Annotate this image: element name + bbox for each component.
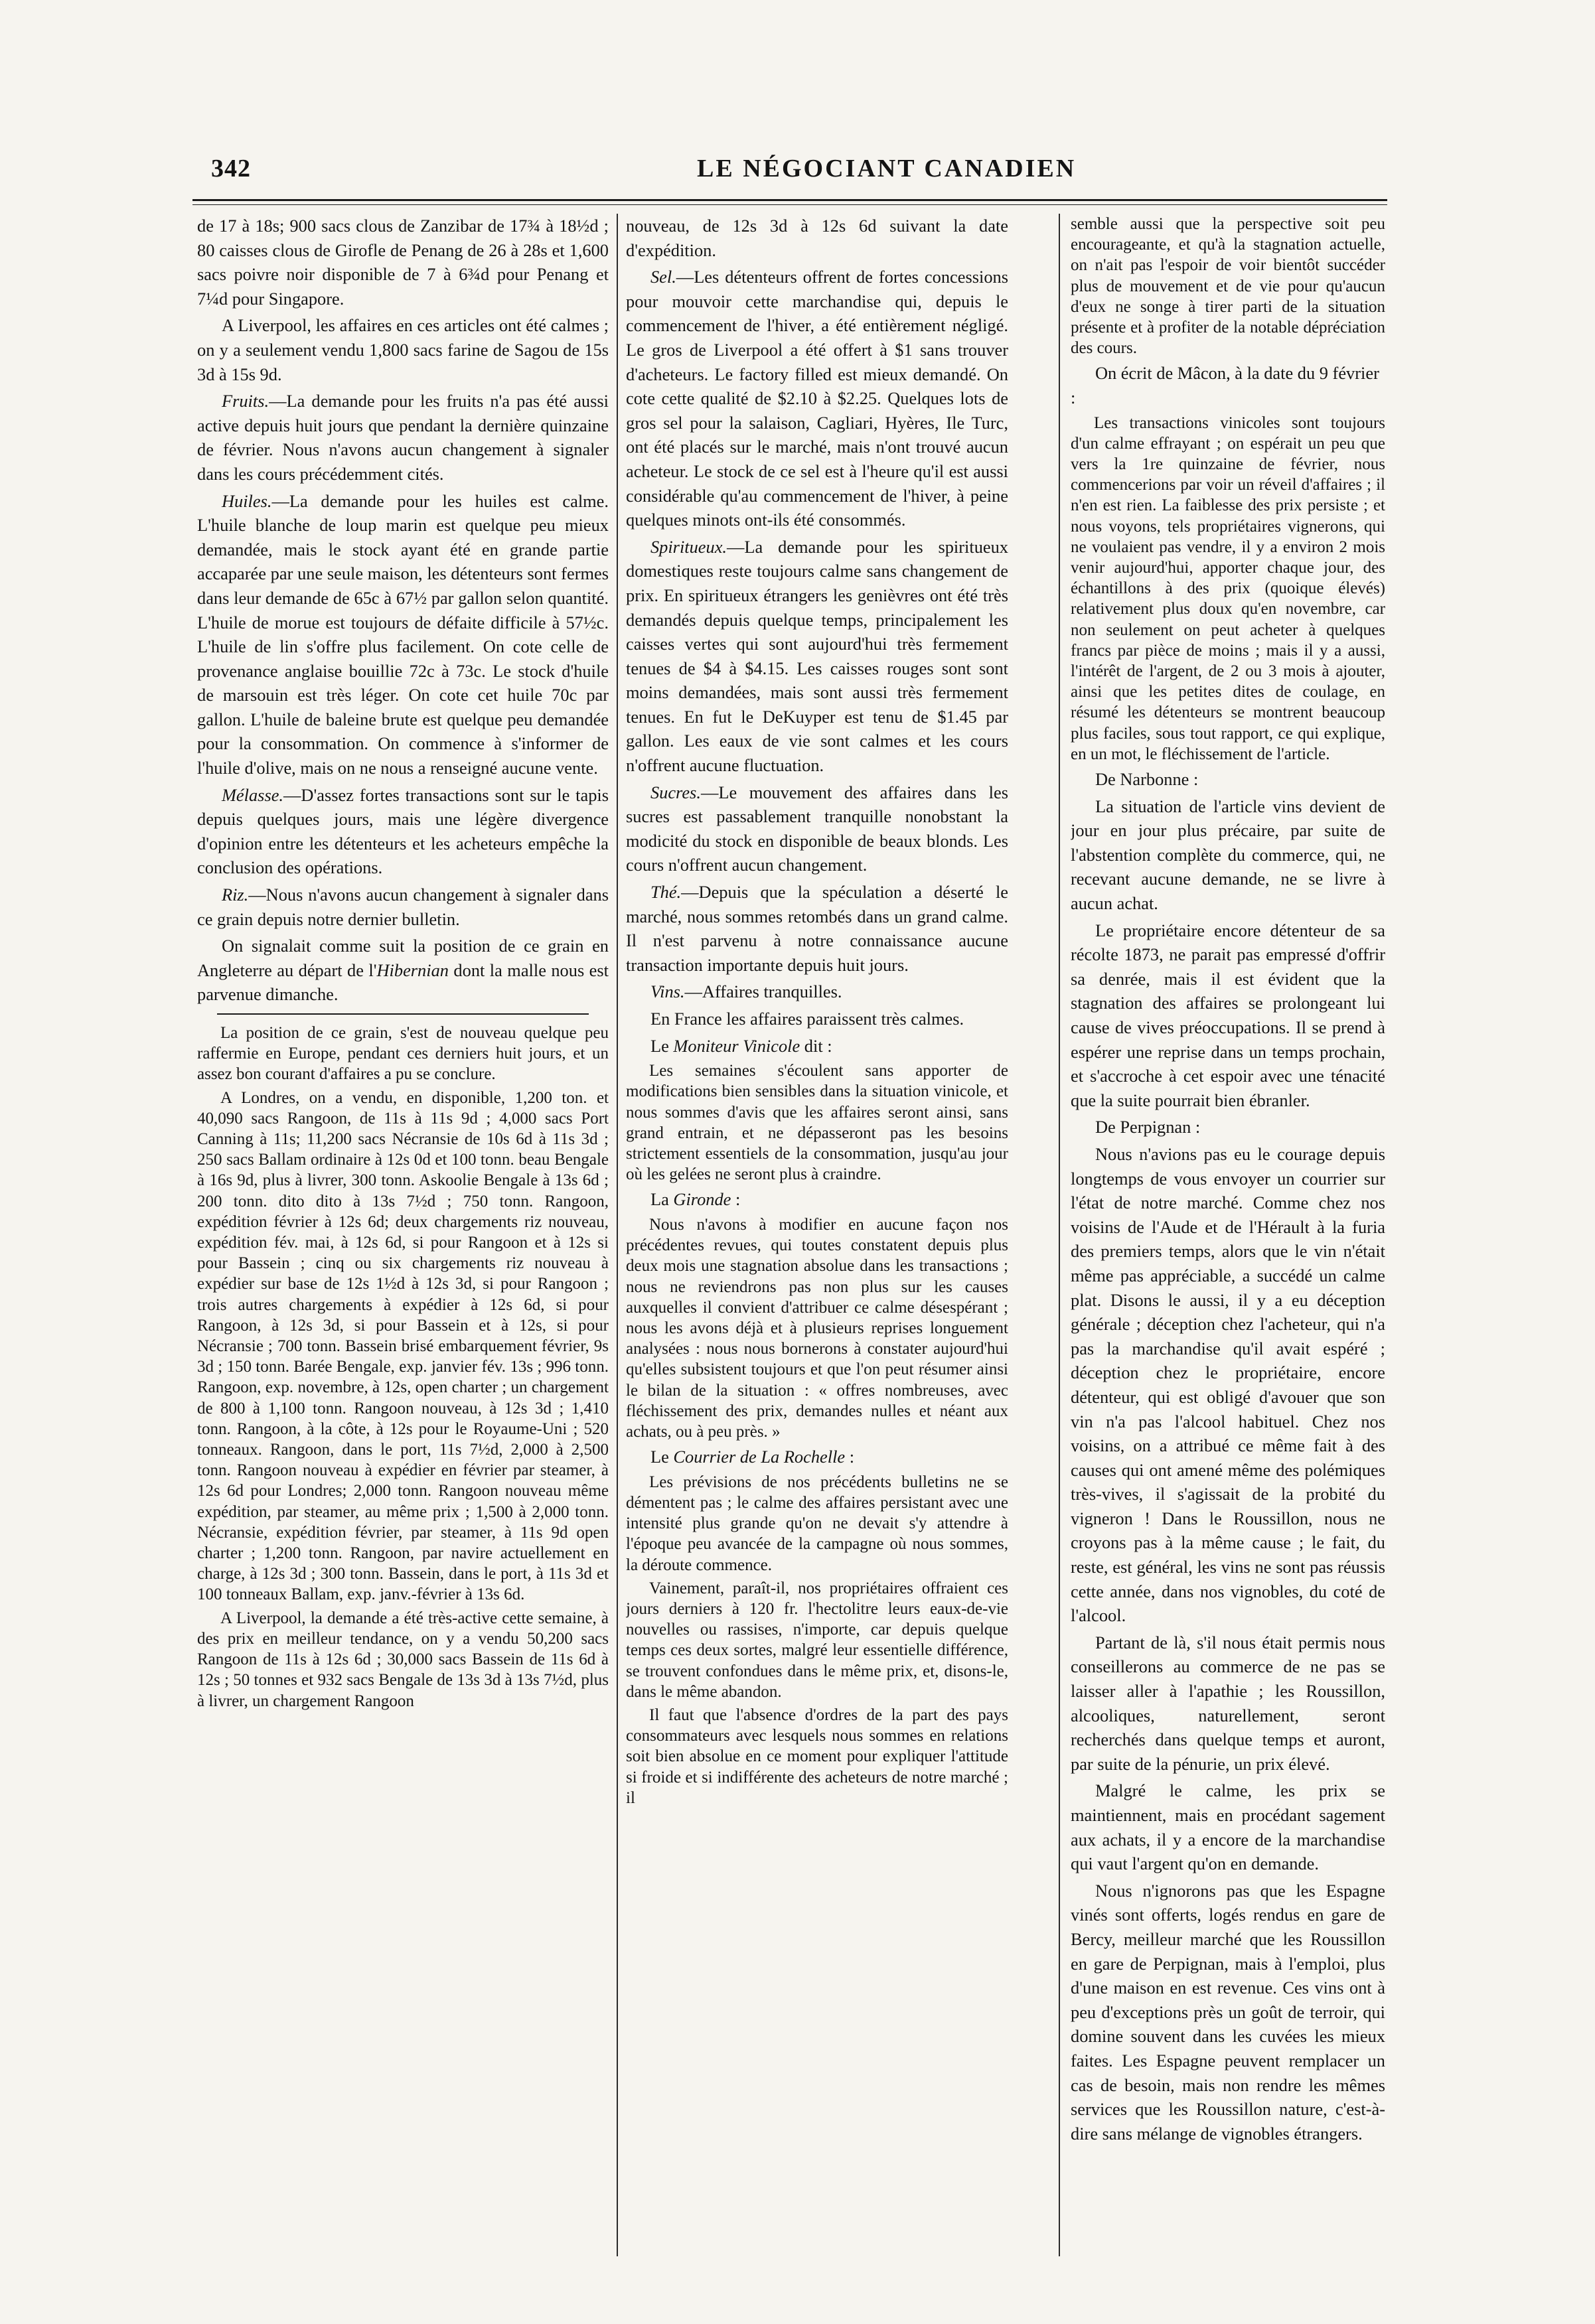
source-courrier	[626, 1445, 1008, 1469]
paragraph-text: —Nous n'avons aucun changement à signaler dans ce grain depuis notre dernier bulletin.	[197, 885, 609, 929]
paragraph-sucres	[626, 780, 1008, 877]
paragraph-macon-quote: Les transactions vinicoles sont toujours d'un calme effrayant ; on espérait un peu que vers la 1re quinzaine de février, nous commencerions par voir un réveil d'affaires ; il n'en est rien. La faiblesse des prix persiste ; et nous voyons, tels propriétaires vignerons, qui ne voulaient pas vendre, il y a environ 2 mois venir aujourd'hui, apporter chaque jour, des échantillons à des prix (quoique élevés) relativement plus doux qu'en novembre, car non seulement on peut acheter à quelques francs par pièce de moins ; mais il y a aussi, l'intérêt de l'argent, de 2 ou 3 mois à ajouter, ainsi que les petites dites de coulage, en résumé les détenteurs se montrent beaucoup plus faciles, sous tout rapport, ce qui explique, en un mot, le fléchissement de l'article.	[1071, 413, 1385, 763]
paragraph-the	[626, 880, 1008, 977]
section-head-huiles: Huiles.	[221, 490, 272, 511]
paragraph-rice-position: La position de ce grain, s'est de nouveau quelque peu raffermie en Europe, pendant ces derniers huit jours, et un assez bon courant d'affaires a pu se conclure.	[197, 1024, 609, 1084]
column-divider	[1059, 214, 1060, 2256]
paragraph-text: La	[650, 1189, 674, 1210]
paragraph-liverpool-sago: A Liverpool, les affaires en ces articles ont été calmes ; on y a seulement vendu 1,800 sacs farine de Sagou de 15s 3d à 15s 9d.	[197, 315, 609, 384]
paragraph-text: —Le mouvement des affaires dans les sucres est passablement tranquille nonobstant la modicité du stock en disponible de beaux blonds. Les cours n'offrent aucun changement.	[626, 782, 1008, 875]
section-head-sel: Sel.	[650, 267, 676, 287]
section-head-riz: Riz.	[221, 885, 249, 905]
paragraph-macon-intro: On écrit de Mâcon, à la date du 9 février :	[1071, 363, 1379, 408]
header-rule	[192, 199, 1387, 201]
column-middle	[626, 214, 1008, 2256]
paragraph-rangoon-cont: nouveau, de 12s 3d à 12s 6d suivant la date d'expédition.	[626, 216, 1008, 260]
paragraph-fruits	[197, 389, 609, 486]
paragraph-courrier-quote: Les prévisions de nos précédents bulletins ne se démentent pas ; le calme des affaires persistant avec une intensité plus grande qu'on ne devait s'y attendre à l'époque peu avancée de la campagne où nous sommes, la déroute commence.	[626, 1473, 1008, 1574]
paragraph-text: —Depuis que la spéculation a déserté le marché, nous sommes retombés dans un grand calme. Il n'est parvenu à notre connaissance aucune transaction importante depuis huit jours.	[626, 882, 1008, 975]
section-head-the: Thé.	[650, 882, 682, 903]
column-left	[197, 214, 609, 2256]
paragraph-text: —D'assez fortes transactions sont sur le tapis depuis quelques jours, mais une légère divergence d'opinion entre les détenteurs et les acheteurs empêche la conclusion des opérations.	[197, 784, 609, 878]
paragraph-huiles	[197, 489, 609, 780]
column-right	[1071, 214, 1385, 2256]
page-number: 342	[211, 155, 251, 182]
paragraph-text: —La demande pour les huiles est calme. L'huile blanche de loup marin est quelque peu mieux demandée, mais le stock ayant été en grande partie accaparée par une seule maison, les détenteurs sont fermes dans leur demande de 65c à 67½ par gallon selon quantité. L'huile de morue est toujours de défaite difficile à 57½c. L'huile de lin s'offre plus facilement. On cote celle de provenance anglaise bouillie 72c à 73c. Le stock d'huile de marsouin est très léger. On cote cet huile 70c par gallon. L'huile de baleine brute est quelque peu demandée pour la consommation. On commence à s'informer de l'huile d'olive, mais on ne nous a renseigné aucune vente.	[197, 490, 609, 778]
paragraph-london-rice: A Londres, on a vendu, en disponible, 1,200 ton. et 40,090 sacs Rangoon, de 11s à 11s 9d ; 4,000 sacs Port Canning à 11s; 11,200 sacs Nécransie de 10s 6d à 11s 3d ; 250 sacs Ballam ordinaire à 12s 0d et 100 tonn. beau Bengale à 16s 9d, plus à livrer, 300 tonn. Askoolie Bengale à 13s 6d ; 200 tonn. dito dito à 13s 7½d ; 750 tonn. Rangoon, expédition février à 12s 6d; deux chargements riz nouveau, expédition fév. mai, à 12s 6d, si pour Rangoon et à 12s si pour Bassein ; cinq ou six chargements riz nouveau à expédier sur base de 12s 1½d à 12s 3d, si pour Rangoon ; trois autres chargements à expédier à 12s 6d, si pour Rangoon, à 12s 3d, si pour Bassein et à 12s, si pour Nécransie ; 700 tonn. Bassein brisé embarquement février, 9s 3d ; 150 tonn. Barée Bengale, exp. janvier fév. 13s ; 996 tonn. Rangoon, exp. novembre, à 12s, open charter ; un chargement de 800 à 1,100 tonn. Rangoon nouveau, à 12s 3d ; 1,410 tonn. Rangoon, à la côte, à 12s pour le Royaume-Uni ; 520 tonneaux. Rangoon, dans le port, 11s 7½d, 2,000 à 2,500 tonn. Rangoon nouveau à expédier en février par steamer, à 12s 6d pour Londres; 2,000 tonn. Rangoon nouveau même expédition, par steamer, au même prix ; 1,500 à 2,000 tonn. Nécransie, expédition février, par steamer, à 11s 9d open charter ; 1,200 tonn. Rangoon, par navire actuellement en charge, à 12s 3d ; 300 tonn. Bassein, dans le port, à 11s 3d et 100 tonneaux Ballam, exp. janv.-février à 13s 6d.	[197, 1088, 609, 1604]
paragraph-perpignan-intro: De Perpignan :	[1095, 1117, 1201, 1137]
paragraph-eaux-de-vie: Vainement, paraît-il, nos propriétaires offraient ces jours derniers à 120 fr. l'hectolitre leurs eaux-de-vie nouvelles ou rassises, n'importe, car depuis quelque temps ces deux sortes, malgré leur essentielle différence, se trouvent confondues dans le même prix, et, disons-le, dans le même abandon.	[626, 1579, 1008, 1701]
section-head-fruits: Fruits.	[221, 391, 269, 411]
paragraph-text: On signalait comme suit la position de ce grain en Angleterre au départ de l'	[197, 936, 609, 980]
source-gironde	[626, 1187, 1008, 1212]
paragraph-espagne: Nous n'ignorons pas que les Espagne vinés sont offerts, logés rendus en gare de Bercy, meilleur marché que les Roussillon en gare de Perpignan, mais à l'emploi, plus d'une maison en est revenue. Ces vins ont à peu d'exceptions près un goût de terroir, qui domine souvent dans les cuvées les mieux faites. Les Espagne peuvent remplacer un cas de besoin, mais non rendre les mêmes services que les Roussillon nature, c'est-à-dire sans mélange de vignobles étrangers.	[1071, 1880, 1385, 2143]
paragraph-text: —Affaires tranquilles.	[684, 981, 842, 1002]
paragraph-perpignan-prix: Malgré le calme, les prix se maintiennent, mais en procédant sagement aux achats, il y a encore de la marchandise qui vaut l'argent qu'on en demande.	[1071, 1780, 1385, 1874]
ship-name: Hibernian	[376, 960, 449, 980]
section-head-melasse: Mélasse.	[221, 784, 284, 805]
paragraph-narbonne-intro: De Narbonne :	[1095, 769, 1199, 790]
paragraph-vins	[626, 980, 1008, 1004]
source-name: Courrier de La Rochelle	[673, 1447, 846, 1467]
paragraph-text: —La demande pour les fruits n'a pas été aussi active depuis huit jours que pendant la dernière quinzaine de février. Nous n'avons aucun changement à signaler dans les cours précédemment cités.	[197, 391, 609, 484]
paragraph-moniteur-quote: Les semaines s'écoulent sans apporter de modifications bien sensibles dans la situation vinicole, et nous sommes d'avis que les affaires seront ainsi, sans grand entrain, et ne dépasseront pas les besoins strictement essentiels de la consommation, jusqu'au jour où les gelées ne seront plus à craindre.	[626, 1062, 1008, 1184]
paragraph-text: Le	[650, 1035, 674, 1056]
paragraph-france: En France les affaires paraissent très calmes.	[650, 1009, 964, 1029]
header-rule-thin	[192, 204, 1387, 205]
paragraph-text: dit :	[800, 1035, 832, 1056]
page-header	[192, 154, 1387, 195]
paragraph-consommateurs: Il faut que l'absence d'ordres de la part des pays consommateurs avec lesquels nous sommes en relations soit bien absolue en ce moment pour expliquer l'attitude si froide et si indifférente des acheteurs de notre marché ; il	[626, 1706, 1008, 1807]
paragraph-text: Le	[650, 1447, 674, 1467]
paragraph-perpignan-report: Nous n'avions pas eu le courage depuis longtemps de vous envoyer un courrier sur l'état de notre marché. Comme chez nos voisins de l'Aude et de l'Hérault à la furia des premiers temps, alors que le vin n'était même pas appréciable, a succédé un calme plat. Disons le aussi, il y a eu déception générale ; déception chez l'acheteur, qui n'a pas la marchandise qu'il avait espéré ; déception chez le propriétaire, encore détenteur, qui est obligé d'avouer que son vin n'a pas l'alcool habituel. Chez nos voisins, on a attribué ce même fait à des causes qui ont amené même des polémiques très-vives, il s'agissait de la probité du vigneron ! Dans le Roussillon, nous ne croyons pas à la même cause ; le fait, du reste, est général, les vins ne sont pas réussis cette année, dans nos vignobles, du coté de l'alcool.	[1071, 1143, 1385, 1626]
paragraph-text: —La demande pour les spiritueux domestiques reste toujours calme sans changement de prix. En spiritueux étrangers les genièvres ont été très demandés depuis quelque temps, principalement les caisses vertes qui sont aujourd'hui très fermement tenues de $4 à $4.15. Les caisses rouges sont sont moins demandées, mais sont aussi très fermement tenues. En fut le DeKuyper est tenu de $1.45 par gallon. Les eaux de vie sont calmes et les cours n'offrent aucune fluctuation.	[626, 536, 1008, 776]
paragraph-text: —Les détenteurs offrent de fortes concessions pour mouvoir cette marchandise qui, depuis le commencement de l'hiver, a été entièrement négligé. Le gros de Liverpool a été offert à $1 sans trouver d'acheteurs. Le factory filled est mieux demandé. On cote cette qualité de $2.10 à $2.25. Quelques lots de gros sel pour la salaison, Cagliari, Hyères, Ile Turc, ont été placés sur le marché, mais n'ont trouvé aucun acheteur. Le stock de ce sel est à l'heure qu'il est aussi considérable qu'au commencement de l'hiver, à peine quelques minots ont-ils été consommés.	[626, 267, 1008, 530]
paragraph-text: :	[731, 1189, 741, 1210]
paragraph-melasse	[197, 783, 609, 880]
section-head-vins: Vins.	[650, 981, 685, 1002]
source-name: Moniteur Vinicole	[673, 1035, 800, 1056]
column-divider	[617, 214, 618, 2256]
paragraph-spices: de 17 à 18s; 900 sacs clous de Zanzibar de 17¾ à 18½d ; 80 caisses clous de Girofle de Penang de 26 à 28s et 1,600 sacs poivre noir disponible de 7 à 6¾d pour Penang et 7¼d pour Singapore.	[197, 216, 609, 309]
publication-title: LE NÉGOCIANT CANADIEN	[697, 155, 1077, 182]
paragraph-text: :	[845, 1447, 855, 1467]
paragraph-perpignan-conseil: Partant de là, s'il nous était permis nous conseillerons au commerce de ne pas se laisser aller à l'apathie ; les Roussillon, alcooliques, naturellement, seront recherchés dans quelque temps et auront, par suite de la pénurie, un prix élevé.	[1071, 1632, 1385, 1774]
paragraph-spiritueux	[626, 535, 1008, 778]
section-head-spiritueux: Spiritueux.	[650, 536, 727, 557]
paragraph-hibernian	[197, 934, 609, 1007]
source-moniteur	[626, 1034, 1008, 1058]
paragraph-narbonne-proprietaire: Le propriétaire encore détenteur de sa récolte 1873, ne parait pas empressé d'offrir sa denrée, mais il est évident que la stagnation des affaires se prolongeant lui cause de vives préoccupations. Il se prend à espérer une reprise dans un temps prochain, et s'accroche à cet espoir avec une ténacité que la suite pourrait bien ébranler.	[1071, 920, 1385, 1110]
source-name: Gironde	[673, 1189, 731, 1210]
paragraph-text: dont la malle nous est parvenue dimanche.	[197, 960, 609, 1005]
section-separator	[217, 1013, 589, 1015]
paragraph-liverpool-rice: A Liverpool, la demande a été très-active cette semaine, à des prix en meilleur tendance, on y a vendu 50,200 sacs Rangoon de 11s à 12s 6d ; 30,000 sacs Bassein de 11s 6d à 12s ; 50 tonnes et 932 sacs Bengale de 13s 3d à 13s 7½d, plus à livrer, un chargement Rangoon	[197, 1609, 609, 1710]
paragraph-sel	[626, 265, 1008, 532]
paragraph-gironde-quote: Nous n'avons à modifier en aucune façon nos précédentes revues, qui toutes constatent depuis plus deux mois une stagnation absolue dans les transactions ; nous ne reviendrons pas non plus sur les causes auxquelles il convient d'attribuer ce calme désespérant ; nous les avons déjà et à plusieurs reprises longuement analysées : nous nous bornerons à constater aujourd'hui qu'elles subsistent toujours et que l'on peut résumer ainsi le bilan de la situation : « offres nombreuses, avec fléchissement des prix, demandes nulles et néant aux achats, ou à peu près. »	[626, 1216, 1008, 1441]
paragraph-narbonne-situation: La situation de l'article vins devient de jour en jour plus précaire, par suite de l'abstention complète du commerce, qui, ne recevant aucune demande, ne se livre à aucun achat.	[1071, 796, 1385, 914]
section-head-sucres: Sucres.	[650, 782, 701, 802]
paragraph-perspective: semble aussi que la perspective soit peu encourageante, et qu'à la stagnation actuelle, on n'ait pas l'espoir de voir bientôt succéder plus de mouvement et de vie pour qu'aucun d'eux ne songe à tirer parti de la situation présente et à profiter de la notable dépréciation des cours.	[1071, 215, 1385, 358]
paragraph-riz	[197, 883, 609, 931]
